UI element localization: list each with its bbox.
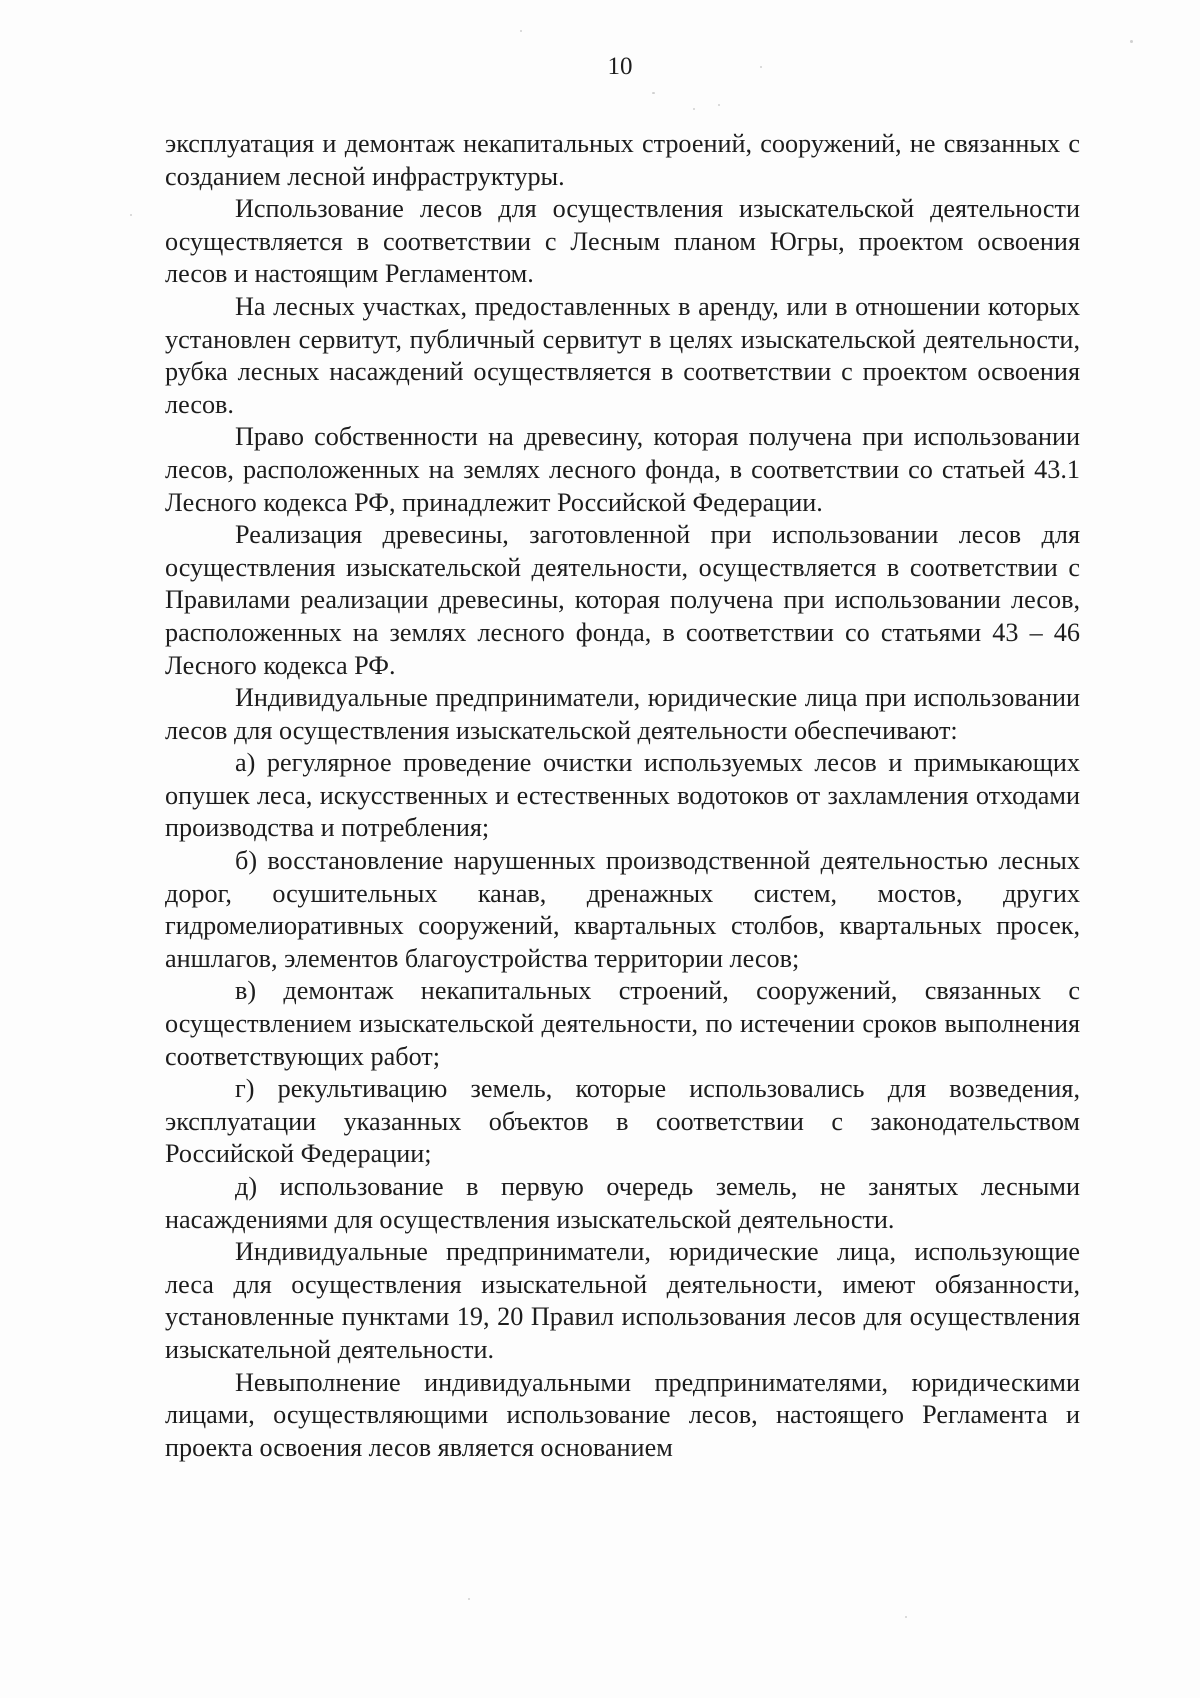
scan-speck	[760, 66, 762, 68]
scan-speck	[468, 1598, 470, 1600]
list-item-v: в) демонтаж некапитальных строений, сооружений, связанных с осуществлением изыскательской деятельности, по истечении сроков выполнения соответствующих работ;	[165, 976, 1080, 1071]
paragraph: Реализация древесины, заготовленной при использовании лесов для осуществления изыскательской деятельности, осуществляется в соответствии с Правилами реализации древесины, которая получена при использовании лесов, расположенных на землях лесного фонда, в соответствии со статьями 43 – 46 Лесного кодекса РФ.	[165, 520, 1080, 680]
scan-speck	[693, 108, 695, 110]
list-item-a: а) регулярное проведение очистки используемых лесов и примыкающих опушек леса, искусственных и естественных водотоков от захламления отходами производства и потребления;	[165, 748, 1080, 843]
scan-speck	[520, 30, 522, 32]
paragraph: эксплуатация и демонтаж некапитальных строений, сооружений, не связанных с созданием лесной инфраструктуры.	[165, 129, 1080, 191]
page-number: 10	[607, 53, 633, 80]
scan-speck	[1130, 40, 1133, 43]
paragraph: Индивидуальные предприниматели, юридические лица, использующие леса для осуществления изыскательной деятельности, имеют обязанности, установленные пунктами 19, 20 Правил использования лесов для осуществления изыскательной деятельности.	[165, 1237, 1080, 1364]
paragraph: На лесных участках, предоставленных в аренду, или в отношении которых установлен сервитут, публичный сервитут в целях изыскательской деятельности, рубка лесных насаждений осуществляется в соответствии с проектом освоения лесов.	[165, 291, 1080, 419]
list-item-b: б) восстановление нарушенных производственной деятельностью лесных дорог, осушительных канав, дренажных систем, мостов, других гидромелиоративных сооружений, квартальных столбов, квартальных просек, аншлагов, элементов благоустройства территории лесов;	[165, 846, 1080, 973]
paragraph: Использование лесов для осуществления изыскательской деятельности осуществляется в соответствии с Лесным планом Югры, проектом освоения лесов и настоящим Регламентом.	[165, 194, 1080, 289]
scan-speck	[130, 214, 132, 216]
document-body	[165, 128, 1080, 1464]
paragraph: Невыполнение индивидуальными предпринимателями, юридическими лицами, осуществляющими использование лесов, настоящего Регламента и проекта освоения лесов является основанием	[165, 1367, 1080, 1462]
scan-speck	[905, 1616, 907, 1618]
list-item-d: д) использование в первую очередь земель, не занятых лесными насаждениями для осуществления изыскательской деятельности.	[165, 1172, 1080, 1234]
paragraph: Индивидуальные предприниматели, юридические лица при использовании лесов для осуществления изыскательской деятельности обеспечивают:	[165, 683, 1080, 745]
scan-speck	[718, 104, 720, 106]
scan-speck	[652, 92, 655, 94]
paragraph: Право собственности на древесину, которая получена при использовании лесов, расположенных на землях лесного фонда, в соответствии со статьей 43.1 Лесного кодекса РФ, принадлежит Российской Федерации.	[165, 422, 1080, 517]
list-item-g: г) рекультивацию земель, которые использовались для возведения, эксплуатации указанных объектов в соответствии с законодательством Российской Федерации;	[165, 1074, 1080, 1169]
